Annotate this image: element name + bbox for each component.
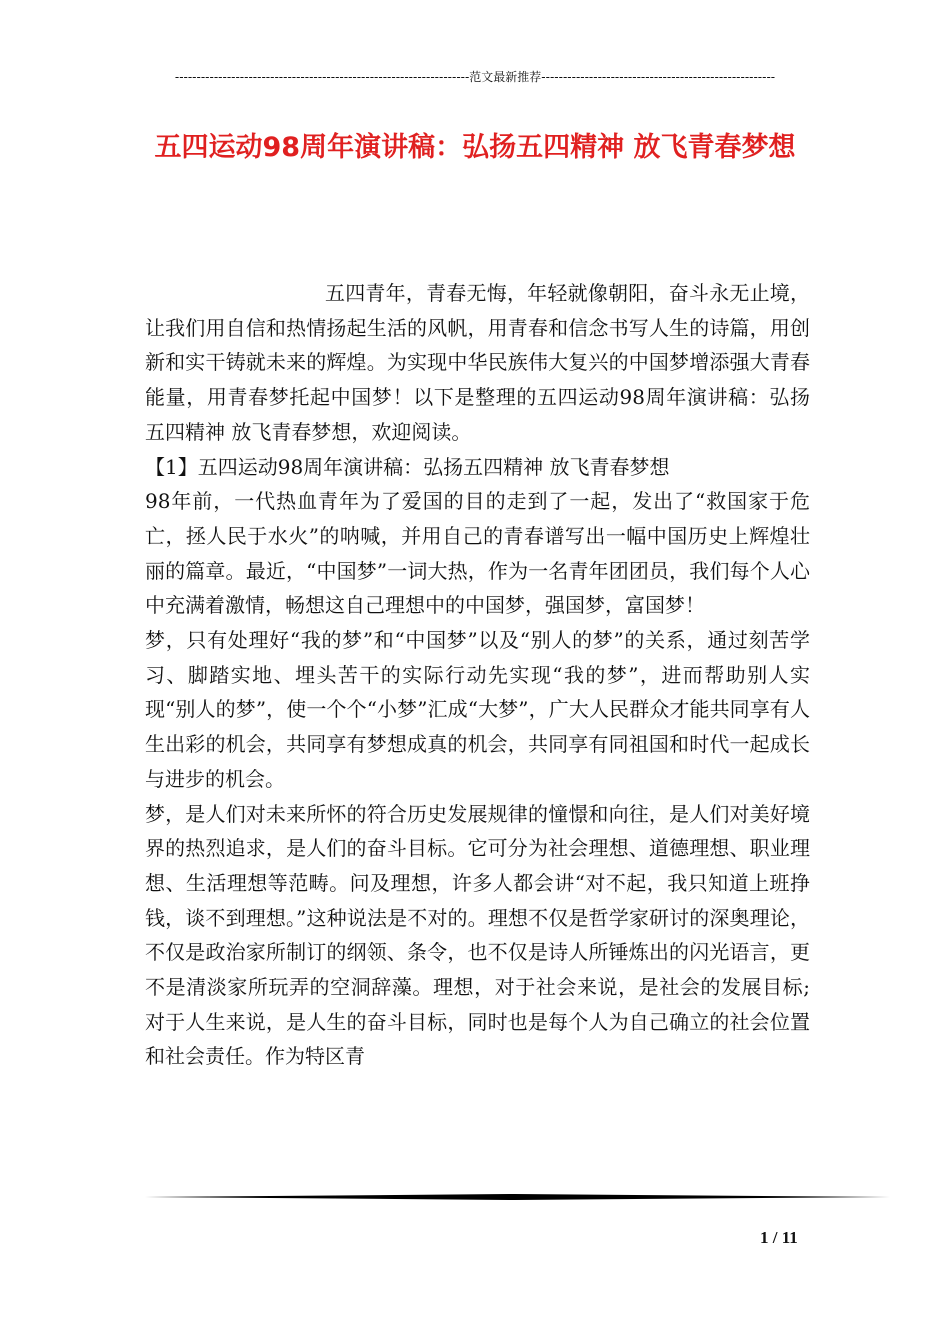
body-paragraph: 梦，是人们对未来所怀的符合历史发展规律的憧憬和向往，是人们对美好境界的热烈追求，是人们的奋斗目标。它可分为社会理想、道德理想、职业理想、生活理想等范畴。问及理想，许多人都会讲“对不起，我只知道上班挣钱，谈不到理想。”这种说法是不对的。理想不仅是哲学家研讨的深奥理论，不仅是政治家所制订的纲领、条令，也不仅是诗人所锤炼出的闪光语言，更不是清淡家所玩弄的空洞辞藻。理想，对于社会来说，是社会的发展目标;对于人生来说，是人生的奋斗目标，同时也是每个人为自己确立的社会位置和社会责任。作为特区青 [145, 801, 810, 1069]
section-heading: 【1】五四运动98周年演讲稿：弘扬五四精神 放飞青春梦想 [145, 454, 670, 479]
document-body [145, 276, 810, 1074]
body-paragraph: 98年前，一代热血青年为了爱国的目的走到了一起，发出了“救国家于危亡，拯人民于水火”的呐喊，并用自己的青春谱写出一幅中国历史上辉煌壮丽的篇章。最近，“中国梦”一词大热，作为一名青年团团员，我们每个人心中充满着激情，畅想这自己理想中的中国梦，强国梦，富国梦！ [145, 489, 810, 618]
intro-paragraph: 五四青年，青春无悔，年轻就像朝阳，奋斗永无止境，让我们用自信和热情扬起生活的风帆，用青春和信念书写人生的诗篇，用创新和实干铸就未来的辉煌。为实现中华民族伟大复兴的中国梦增添强大青春能量，用青春梦托起中国梦！以下是整理的五四运动98周年演讲稿：弘扬五四精神 放飞青春梦想，欢迎阅读。 [145, 281, 810, 444]
body-paragraph: 梦，只有处理好“我的梦”和“中国梦”以及“别人的梦”的关系，通过刻苦学习、脚踏实地、埋头苦干的实际行动先实现“我的梦”，进而帮助别人实现“别人的梦”，使一个个“小梦”汇成“大梦”，广大人民群众才能共同享有人生出彩的机会，共同享有梦想成真的机会，共同享有同祖国和时代一起成长与进步的机会。 [145, 628, 810, 791]
document-title: 五四运动98周年演讲稿：弘扬五四精神 放飞青春梦想 [154, 132, 796, 163]
header-banner: --------------------------------------------------------------------范文最新推荐------------------------------------------------------ [174, 70, 776, 84]
footer-divider [145, 1194, 890, 1200]
page-number: 1 / 11 [760, 1228, 798, 1247]
